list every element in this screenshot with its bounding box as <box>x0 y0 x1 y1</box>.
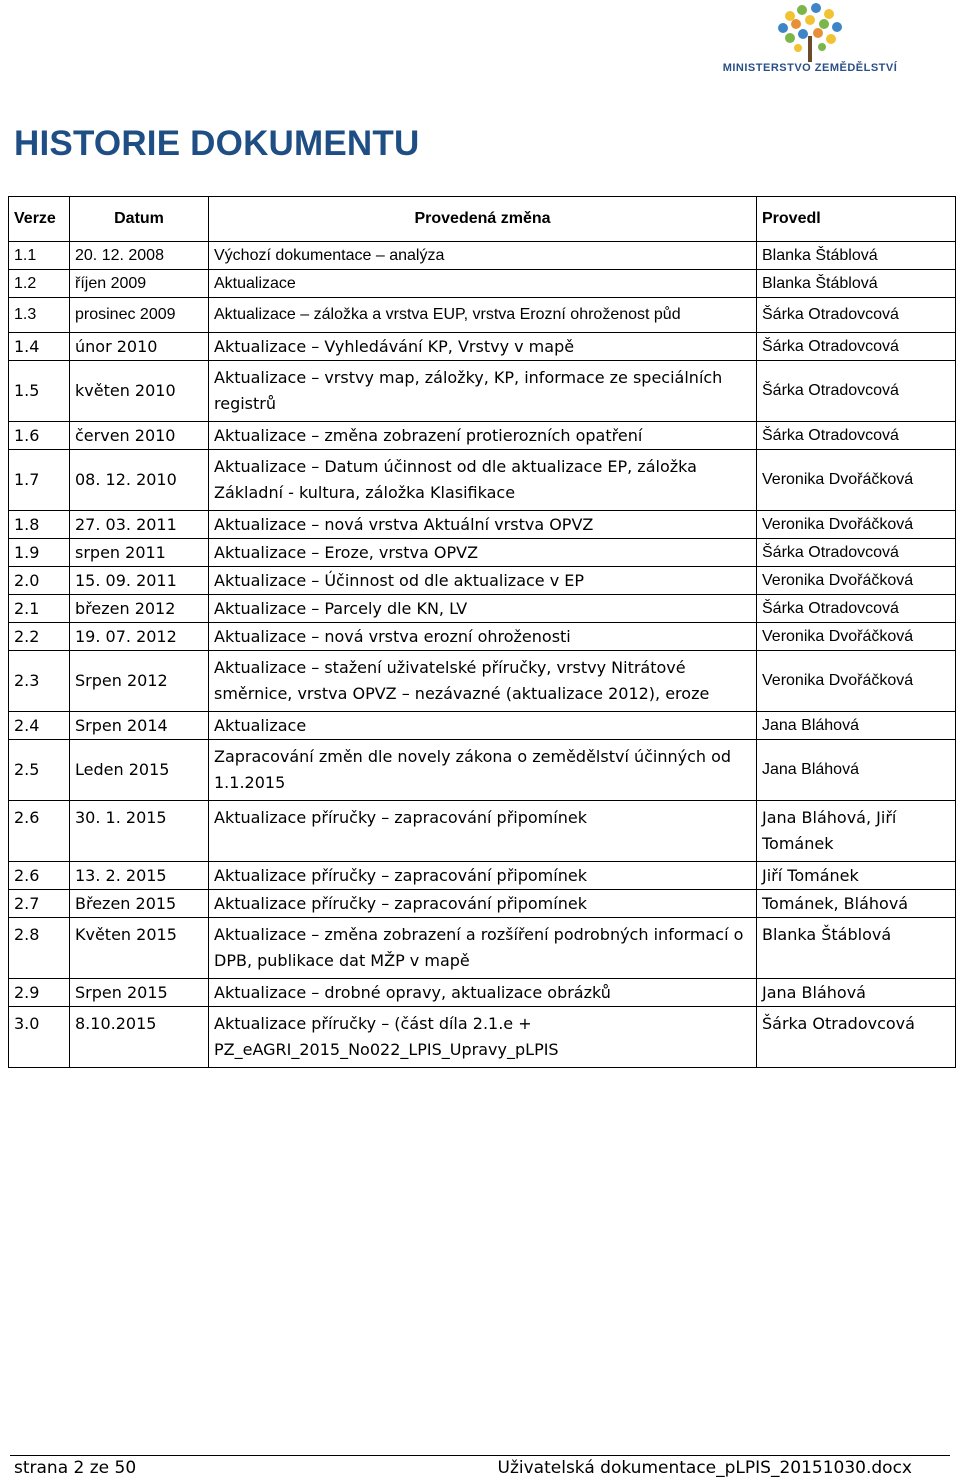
cell-change: Aktualizace – záložka a vrstva EUP, vrstva Erozní ohroženost půd <box>209 298 757 333</box>
cell-author: Veronika Dvořáčková <box>757 450 956 511</box>
cell-author: Blanka Štáblová <box>757 242 956 270</box>
cell-version: 1.7 <box>9 450 70 511</box>
table-row <box>9 862 956 890</box>
cell-date: květen 2010 <box>70 361 209 422</box>
cell-version: 2.3 <box>9 651 70 712</box>
table-row <box>9 623 956 651</box>
cell-version: 2.6 <box>9 862 70 890</box>
page-title: HISTORIE DOKUMENTU <box>14 124 420 163</box>
cell-change: Aktualizace – drobné opravy, aktualizace obrázků <box>209 979 757 1007</box>
cell-version: 1.5 <box>9 361 70 422</box>
cell-date: 27. 03. 2011 <box>70 511 209 539</box>
table-row <box>9 539 956 567</box>
cell-date: Srpen 2015 <box>70 979 209 1007</box>
tree-icon <box>710 2 910 64</box>
cell-author: Jana Bláhová, Jiří Tománek <box>757 801 956 862</box>
table-row <box>9 740 956 801</box>
cell-version: 2.0 <box>9 567 70 595</box>
cell-author: Šárka Otradovcová <box>757 298 956 333</box>
cell-change: Aktualizace – Parcely dle KN, LV <box>209 595 757 623</box>
cell-author: Jana Bláhová <box>757 740 956 801</box>
table-row <box>9 1007 956 1068</box>
cell-date: 15. 09. 2011 <box>70 567 209 595</box>
cell-date: 19. 07. 2012 <box>70 623 209 651</box>
cell-version: 3.0 <box>9 1007 70 1068</box>
cell-change: Aktualizace příručky – (část díla 2.1.e + PZ_eAGRI_2015_No022_LPIS_Upravy_pLPIS <box>209 1007 757 1068</box>
table-row <box>9 801 956 862</box>
cell-author: Šárka Otradovcová <box>757 361 956 422</box>
cell-version: 2.2 <box>9 623 70 651</box>
cell-change: Aktualizace – stažení uživatelské příručky, vrstvy Nitrátové směrnice, vrstva OPVZ – nezávazné (aktualizace 2012), eroze <box>209 651 757 712</box>
table-row <box>9 450 956 511</box>
table-row <box>9 333 956 361</box>
table-row <box>9 979 956 1007</box>
cell-change: Aktualizace příručky – zapracování připomínek <box>209 862 757 890</box>
cell-author: Šárka Otradovcová <box>757 333 956 361</box>
cell-date: 08. 12. 2010 <box>70 450 209 511</box>
cell-version: 2.9 <box>9 979 70 1007</box>
cell-date: prosinec 2009 <box>70 298 209 333</box>
cell-author: Veronika Dvořáčková <box>757 567 956 595</box>
cell-date: červen 2010 <box>70 422 209 450</box>
cell-date: 30. 1. 2015 <box>70 801 209 862</box>
table-row <box>9 918 956 979</box>
cell-version: 1.4 <box>9 333 70 361</box>
cell-version: 1.1 <box>9 242 70 270</box>
cell-author: Tománek, Bláhová <box>757 890 956 918</box>
cell-date: březen 2012 <box>70 595 209 623</box>
cell-date: únor 2010 <box>70 333 209 361</box>
cell-change: Aktualizace – nová vrstva Aktuální vrstva OPVZ <box>209 511 757 539</box>
header-date: Datum <box>70 197 209 242</box>
cell-version: 2.4 <box>9 712 70 740</box>
table-row <box>9 595 956 623</box>
cell-change: Aktualizace – Datum účinnost od dle aktualizace EP, záložka Základní - kultura, záložka Klasifikace <box>209 450 757 511</box>
cell-date: 8.10.2015 <box>70 1007 209 1068</box>
cell-author: Veronika Dvořáčková <box>757 511 956 539</box>
cell-change: Aktualizace <box>209 712 757 740</box>
cell-author: Blanka Štáblová <box>757 918 956 979</box>
table-row <box>9 242 956 270</box>
cell-change: Aktualizace příručky – zapracování připomínek <box>209 890 757 918</box>
page-footer <box>10 1455 950 1480</box>
cell-date: srpen 2011 <box>70 539 209 567</box>
cell-version: 1.3 <box>9 298 70 333</box>
cell-version: 2.1 <box>9 595 70 623</box>
header-version: Verze <box>9 197 70 242</box>
cell-change: Zapracování změn dle novely zákona o zemědělství účinných od 1.1.2015 <box>209 740 757 801</box>
table-row <box>9 511 956 539</box>
cell-change: Aktualizace – Eroze, vrstva OPVZ <box>209 539 757 567</box>
table-row <box>9 890 956 918</box>
table-row <box>9 712 956 740</box>
cell-version: 1.6 <box>9 422 70 450</box>
table-row <box>9 270 956 298</box>
table-row <box>9 298 956 333</box>
cell-author: Šárka Otradovcová <box>757 1007 956 1068</box>
cell-author: Blanka Štáblová <box>757 270 956 298</box>
cell-version: 2.7 <box>9 890 70 918</box>
header-author: Provedl <box>757 197 956 242</box>
cell-version: 2.5 <box>9 740 70 801</box>
cell-author: Šárka Otradovcová <box>757 595 956 623</box>
cell-author: Šárka Otradovcová <box>757 539 956 567</box>
table-row <box>9 361 956 422</box>
cell-change: Aktualizace – Účinnost od dle aktualizace v EP <box>209 567 757 595</box>
cell-change: Aktualizace – vrstvy map, záložky, KP, informace ze speciálních registrů <box>209 361 757 422</box>
cell-date: Srpen 2012 <box>70 651 209 712</box>
table-header-row <box>9 197 956 242</box>
cell-change: Aktualizace – nová vrstva erozní ohroženosti <box>209 623 757 651</box>
header-change: Provedená změna <box>209 197 757 242</box>
cell-date: Leden 2015 <box>70 740 209 801</box>
cell-date: Květen 2015 <box>70 918 209 979</box>
cell-version: 1.2 <box>9 270 70 298</box>
cell-date: 13. 2. 2015 <box>70 862 209 890</box>
cell-version: 1.8 <box>9 511 70 539</box>
cell-author: Jiří Tománek <box>757 862 956 890</box>
cell-version: 2.6 <box>9 801 70 862</box>
cell-change: Aktualizace – Vyhledávání KP, Vrstvy v mapě <box>209 333 757 361</box>
logo-text: MINISTERSTVO ZEMĚDĚLSTVÍ <box>722 62 898 74</box>
cell-date: 20. 12. 2008 <box>70 242 209 270</box>
cell-date: říjen 2009 <box>70 270 209 298</box>
cell-author: Veronika Dvořáčková <box>757 623 956 651</box>
table-row <box>9 651 956 712</box>
ministry-logo <box>690 0 930 80</box>
cell-author: Veronika Dvořáčková <box>757 651 956 712</box>
cell-change: Aktualizace – změna zobrazení a rozšíření podrobných informací o DPB, publikace dat MŽP v mapě <box>209 918 757 979</box>
cell-version: 1.9 <box>9 539 70 567</box>
document-filename: Uživatelská dokumentace_pLPIS_20151030.docx <box>497 1458 912 1478</box>
cell-author: Jana Bláhová <box>757 979 956 1007</box>
cell-change: Aktualizace – změna zobrazení protierozních opatření <box>209 422 757 450</box>
cell-date: Březen 2015 <box>70 890 209 918</box>
cell-author: Šárka Otradovcová <box>757 422 956 450</box>
cell-version: 2.8 <box>9 918 70 979</box>
cell-change: Výchozí dokumentace – analýza <box>209 242 757 270</box>
cell-date: Srpen 2014 <box>70 712 209 740</box>
cell-change: Aktualizace příručky – zapracování připomínek <box>209 801 757 862</box>
cell-change: Aktualizace <box>209 270 757 298</box>
table-row <box>9 567 956 595</box>
document-history-table <box>8 196 956 1068</box>
cell-author: Jana Bláhová <box>757 712 956 740</box>
table-row <box>9 422 956 450</box>
page-number: strana 2 ze 50 <box>14 1458 137 1478</box>
